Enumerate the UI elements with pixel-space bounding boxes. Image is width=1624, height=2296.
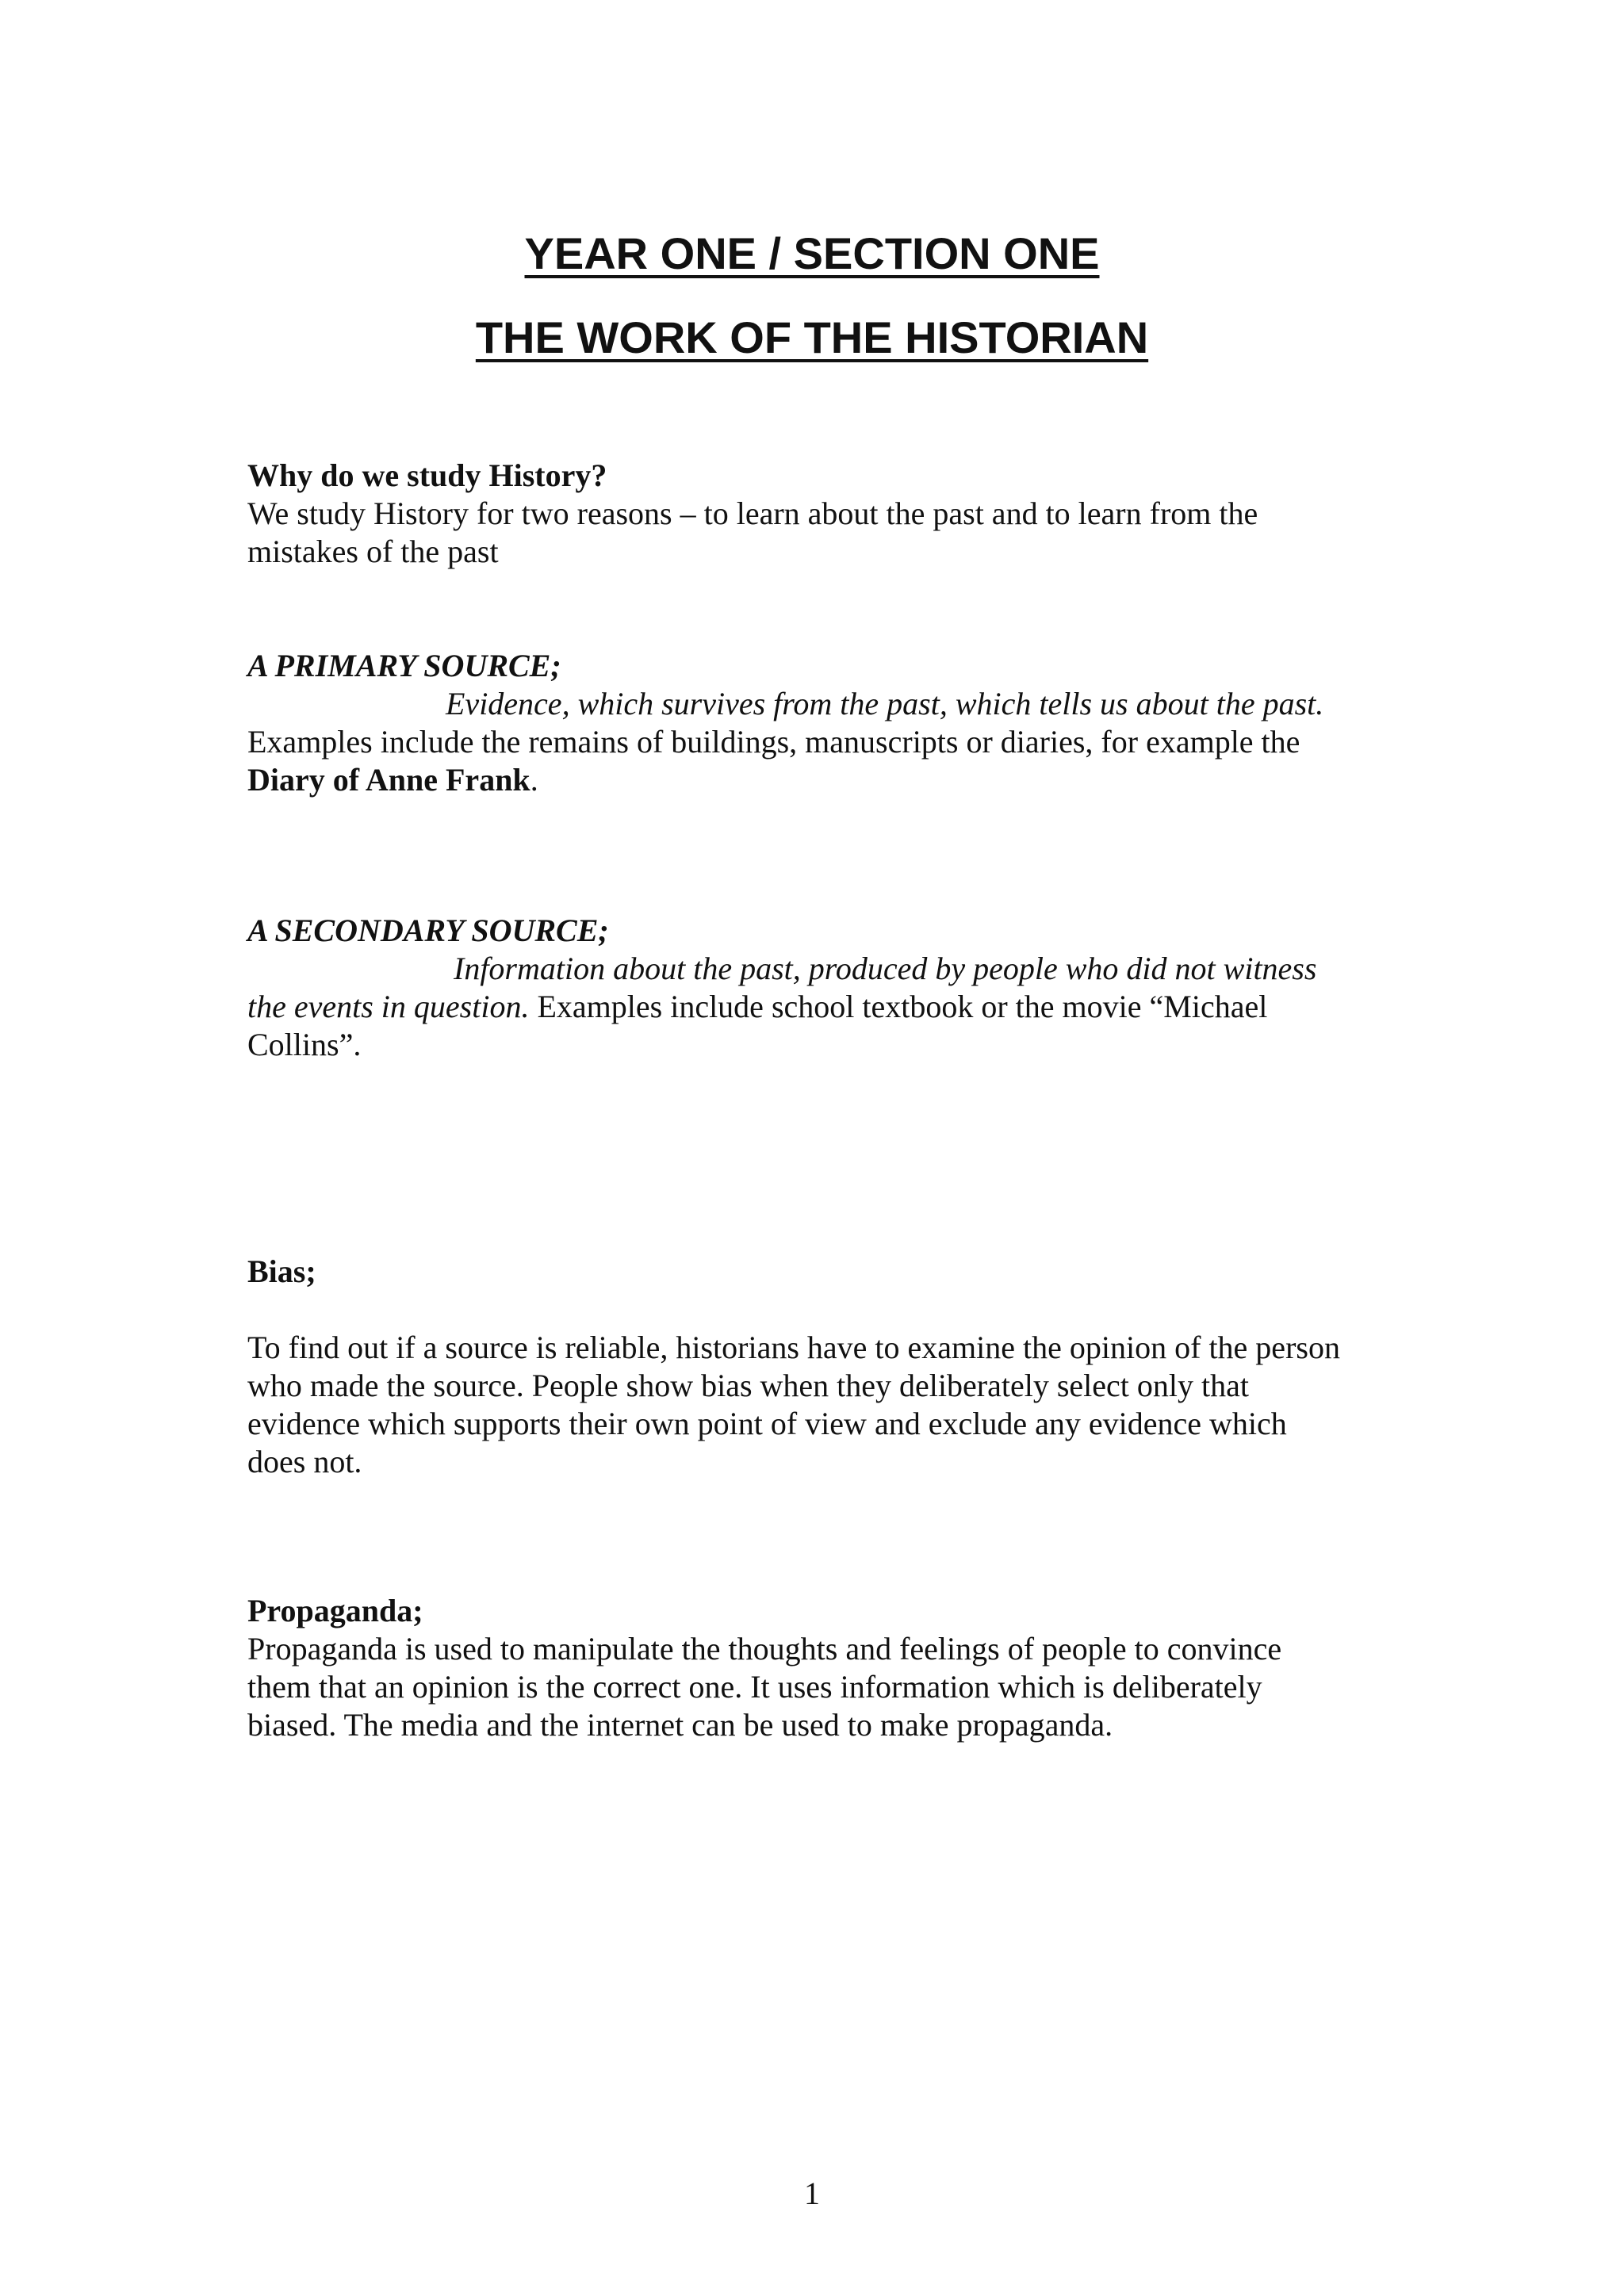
- anne-frank-diary-title: Diary of Anne Frank: [247, 762, 530, 798]
- propaganda-line-3: biased. The media and the internet can be used to make propaganda.: [247, 1707, 1113, 1743]
- propaganda-heading: Propaganda;: [247, 1593, 423, 1628]
- why-history-line-1: We study History for two reasons – to learn about the past and to learn from the: [247, 496, 1258, 531]
- primary-source-examples-line-1: Examples include the remains of buildings, manuscripts or diaries, for example the: [247, 724, 1300, 760]
- propaganda-line-1: Propaganda is used to manipulate the thoughts and feelings of people to convince: [247, 1631, 1282, 1667]
- secondary-source-definition-line-1: Information about the past, produced by people who did not witness: [454, 951, 1317, 986]
- bias-heading: Bias;: [247, 1253, 316, 1289]
- secondary-source-definition-line-2: [247, 988, 1421, 1026]
- bias-line-2: who made the source. People show bias when they deliberately select only that: [247, 1368, 1249, 1403]
- bias-line-1: To find out if a source is reliable, historians have to examine the opinion of the person: [247, 1330, 1340, 1365]
- secondary-source-heading: A SECONDARY SOURCE;: [247, 913, 609, 948]
- primary-source-heading: A PRIMARY SOURCE;: [247, 648, 561, 683]
- secondary-source-examples-line-3: Collins”.: [247, 1027, 362, 1062]
- period: .: [530, 762, 538, 798]
- page-title: THE WORK OF THE HISTORIAN: [475, 312, 1149, 362]
- primary-source-definition: Evidence, which survives from the past, which tells us about the past.: [446, 686, 1324, 721]
- why-history-heading: Why do we study History?: [247, 457, 607, 493]
- why-history-line-2: mistakes of the past: [247, 534, 499, 569]
- section-heading: YEAR ONE / SECTION ONE: [524, 228, 1100, 278]
- propaganda-line-2: them that an opinion is the correct one. It uses information which is deliberately: [247, 1669, 1262, 1705]
- secondary-source-examples: Examples include school textbook or the movie “Michael: [529, 989, 1268, 1024]
- page-number: 1: [804, 2175, 820, 2211]
- secondary-source-definition-end: the events in question.: [247, 989, 530, 1024]
- primary-source-examples-line-2: [247, 761, 1421, 799]
- bias-line-4: does not.: [247, 1444, 362, 1479]
- bias-line-3: evidence which supports their own point of view and exclude any evidence which: [247, 1406, 1287, 1441]
